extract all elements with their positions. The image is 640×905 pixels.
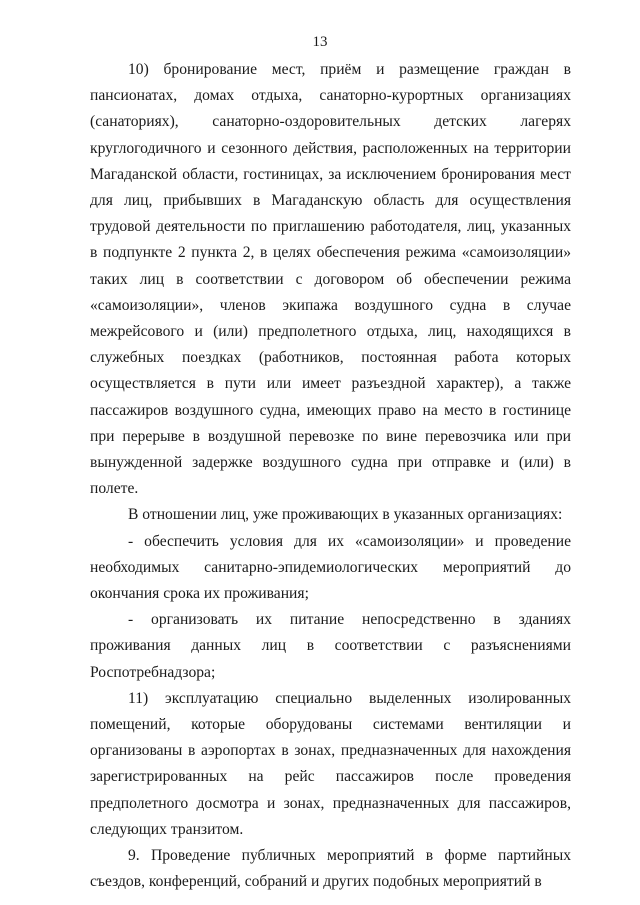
document-body [90,57,571,896]
page-number: 13 [312,34,328,50]
paragraph-meals: - организовать их питание непосредственно в зданиях проживания данных лиц в соответствии с разъяснениями Роспотребнадзора; [90,611,571,681]
paragraph-section-9: 9. Проведение публичных мероприятий в форме партийных съездов, конференций, собраний и других подобных мероприятий в [90,847,571,891]
paragraph-item-11: 11) эксплуатацию специально выделенных изолированных помещений, которые оборудованы системами вентиляции и организованы в аэропортах в зонах, предназначенных для нахождения зарегистрированных на рейс пассажиров после проведения предполетного досмотра и зонах, предназначенных для пассажиров, следующих транзитом. [90,689,571,838]
paragraph-item-10: 10) бронирование мест, приём и размещение граждан в пансионатах, домах отдыха, санаторно-курортных организациях (санаториях), санаторно-оздоровительных детских лагерях круглогодичного и сезонного действия, расположенных на территории Магаданской области, гостиницах, за исключением бронирования мест для лиц, прибывших в Магаданскую область для осуществления трудовой деятельности по приглашению работодателя, лиц, указанных в подпункте 2 пункта 2, в целях обеспечения режима «самоизоляции» таких лиц в соответствии с договором об обеспечении режима «самоизоляции», членов экипажа воздушного судна в случае межрейсового и (или) предполетного отдыха, лиц, находящихся в служебных поездках (работников, постоянная работа которых осуществляется в пути или имеет разъездной характер), а также пассажиров воздушного судна, имеющих право на место в гостинице при перерыве в воздушной перевозке по вине перевозчика или при вынужденной задержке воздушного судна при отправке и (или) в полете. [90,61,571,498]
paragraph-self-isolation: - обеспечить условия для их «самоизоляции» и проведение необходимых санитарно-эпидемиологических мероприятий до окончания срока их проживания; [90,532,571,603]
paragraph-residents-intro: В отношении лиц, уже проживающих в указанных организациях: [128,506,563,524]
